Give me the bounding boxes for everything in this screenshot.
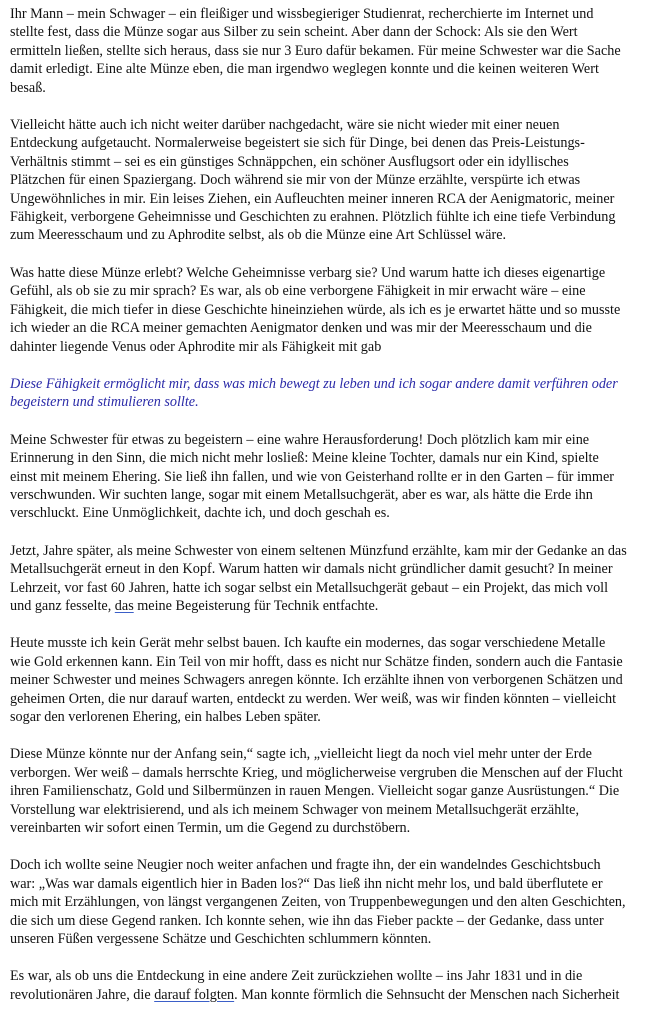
- text-line: Fähigkeit, die mich tiefer in diese Geschichte hineinziehen würde, als ich es je erwartet hätte und so musste: [10, 301, 621, 318]
- text-line: sogar den verlorenen Ehering, ein halbes Leben später.: [10, 709, 321, 725]
- underlined-phrase: darauf folgten: [154, 986, 235, 1003]
- text-line: Erinnerung in den Sinn, die mich nicht mehr losließ: Meine kleine Tochter, damals nur ein Kind, spielte: [10, 450, 599, 467]
- text-line: ich wieder an die RCA meiner gemachten Aenigmator denken und was mir der Meeresschaum und die: [10, 320, 592, 337]
- text-line: Metallsuchgerät erneut in den Kopf. Warum hatten wir damals nicht gründlicher damit gesucht? In meiner: [10, 561, 613, 578]
- paragraph-6: [10, 542, 658, 616]
- text-line: zum Meeresschaum und zu Aphrodite selbst, als ob die Münze eine Art Schlüssel wäre.: [10, 227, 507, 244]
- text-line: geheimen Orten, die nur darauf warten, entdeckt zu werden. Wer weiß, was wir finden könnten – vielleicht: [10, 690, 617, 707]
- text-line: Diese Fähigkeit ermöglicht mir, dass was mich bewegt zu leben und ich sogar andere damit verführen oder: [10, 375, 618, 392]
- paragraph-1: [10, 5, 658, 97]
- text-line: Fähigkeit, verborgene Geheimnisse und Geschichten zu erahnen. Plötzlich fühlte ich eine tiefe Verbindung: [10, 209, 616, 226]
- text-line: Meine Schwester für etwas zu begeistern – eine wahre Herausforderung! Doch plötzlich kam mir eine: [10, 431, 590, 448]
- text-line: [10, 987, 619, 1003]
- text-line: verborgen. Wer weiß – damals herrschte Krieg, und möglicherweise vergruben die Menschen auf der Flucht: [10, 764, 623, 781]
- text-line: Plätzchen für einen Spaziergang. Doch während sie mir von der Münze erzählte, verspürte ich etwas: [10, 172, 581, 189]
- text-segment: . Man konnte förmlich die Sehnsucht der Menschen nach Sicherheit: [234, 986, 620, 1003]
- text-line: [10, 598, 378, 614]
- text-line: besaß.: [10, 79, 46, 96]
- text-line: Vorstellung war elektrisierend, und als ich meinem Schwager von meinem Metallsuchgerät erzählte,: [10, 801, 580, 818]
- text-line: war: „Was war damals eigentlich hier in Baden los?“ Das ließ ihn nicht mehr los, und bald überflutete er: [10, 875, 603, 892]
- text-line: mich mit Erzählungen, von längst vergangenen Zeiten, von Truppenbewegungen und den alten Geschichten,: [10, 894, 626, 911]
- paragraph-5: [10, 431, 658, 523]
- text-line: Doch ich wollte seine Neugier noch weiter anfachen und fragte ihn, der ein wandelndes Geschichtsbuch: [10, 857, 601, 874]
- text-line: Vielleicht hätte auch ich nicht weiter darüber nachgedacht, wäre sie nicht wieder mit einer neuen: [10, 117, 560, 134]
- text-line: Was hatte diese Münze erlebt? Welche Geheimnisse verbarg sie? Und warum hatte ich dieses eigenartige: [10, 264, 606, 281]
- text-line: verschluckt. Eine Unmöglichkeit, dachte ich, und doch geschah es.: [10, 505, 390, 522]
- text-line: meiner Schwester und meines Schwagers anregen könnte. Ich erzählte ihnen von verborgenen Schätzen und: [10, 672, 623, 689]
- text-line: vereinbarten wir sofort einen Termin, um die Gegend zu durchstöbern.: [10, 820, 411, 837]
- text-line: ermitteln ließen, stellte sich heraus, dass sie nur 3 Euro dafür bekamen. Für meine Schwester war die Sache: [10, 42, 621, 59]
- text-line: damit erledigt. Eine alte Münze eben, die man irgendwo weglegen konnte und die keinen weiteren Wert: [10, 61, 599, 78]
- text-line: einst mit meinem Ehering. Sie ließ ihn fallen, und wie von Geisterhand rollte er in den Garten – für immer: [10, 468, 614, 485]
- text-line: dahinter liegende Venus oder Aphrodite mir als Fähigkeit mit gab: [10, 338, 382, 355]
- paragraph-3: [10, 264, 658, 356]
- text-line: Jetzt, Jahre später, als meine Schwester von einem seltenen Münzfund erzählte, kam mir der Gedanke an das: [10, 542, 627, 559]
- paragraph-10: [10, 967, 658, 1004]
- text-line: Lehrzeit, vor fast 60 Jahren, hatte ich sogar selbst ein Metallsuchgerät gebaut – ein Projekt, das mich voll: [10, 579, 609, 596]
- text-line: Es war, als ob uns die Entdeckung in eine andere Zeit zurückziehen wollte – ins Jahr 1831 und in die: [10, 968, 583, 985]
- text-line: wie Gold erkennen kann. Ein Teil von mir hofft, dass es nicht nur Schätze finden, sondern auch die Fantasie: [10, 653, 623, 670]
- text-line: unseren Füßen vergessene Schätze und Geschichten schlummern könnten.: [10, 931, 432, 948]
- text-line: ihren Familienschatz, Gold und Silbermünzen in rauen Mengen. Vielleicht sogar ganze Ausrüstungen.“ Die: [10, 783, 620, 800]
- text-line: begeistern und stimulieren sollte.: [10, 394, 199, 411]
- text-line: die sich um diese Gegend ranken. Ich konnte sehen, wie ihn das Fieber packte – der Gedanke, dass unter: [10, 912, 604, 929]
- paragraph-9: [10, 856, 658, 948]
- text-line: Diese Münze könnte nur der Anfang sein,“ sagte ich, „vielleicht liegt da noch viel mehr unter der Erde: [10, 746, 592, 763]
- paragraph-7: [10, 634, 658, 726]
- paragraph-2: [10, 116, 658, 245]
- text-line: Verhältnis stimmt – sei es ein günstiges Schnäppchen, ein schöner Ausflugsort oder ein idyllisches: [10, 153, 569, 170]
- underlined-word: das: [114, 597, 134, 614]
- paragraph-8: [10, 745, 658, 837]
- text-line: stellte fest, dass die Münze sogar aus Silber zu sein scheint. Aber dann der Schock: Als sie den Wert: [10, 24, 578, 41]
- text-line: verschwunden. Wir suchten lange, sogar mit einem Metallsuchgerät, aber es war, als hätte die Erde ihn: [10, 486, 593, 503]
- text-line: Gefühl, als ob sie zu mir sprach? Es war, als ob eine verborgene Fähigkeit in mir erwacht wäre – eine: [10, 283, 586, 300]
- text-line: Entdeckung aufgetaucht. Normalerweise begeistert sie sich für Dinge, bei denen das Preis-Leistungs-: [10, 135, 585, 152]
- text-segment: und ganz fesselte,: [10, 597, 115, 614]
- text-line: Ungewöhnliches in mir. Ein leises Ziehen, ein Aufleuchten meiner inneren RCA der Aenigmatoric, meiner: [10, 190, 615, 207]
- paragraph-italic-highlight: [10, 375, 658, 412]
- text-segment: meine Begeisterung für Technik entfachte.: [133, 597, 379, 614]
- text-segment: revolutionären Jahre, die: [10, 986, 155, 1003]
- text-line: Heute musste ich kein Gerät mehr selbst bauen. Ich kaufte ein modernes, das sogar verschiedene Metalle: [10, 635, 606, 652]
- document-page: [10, 5, 658, 1023]
- text-line: Ihr Mann – mein Schwager – ein fleißiger und wissbegieriger Studienrat, recherchierte im Internet und: [10, 6, 594, 22]
